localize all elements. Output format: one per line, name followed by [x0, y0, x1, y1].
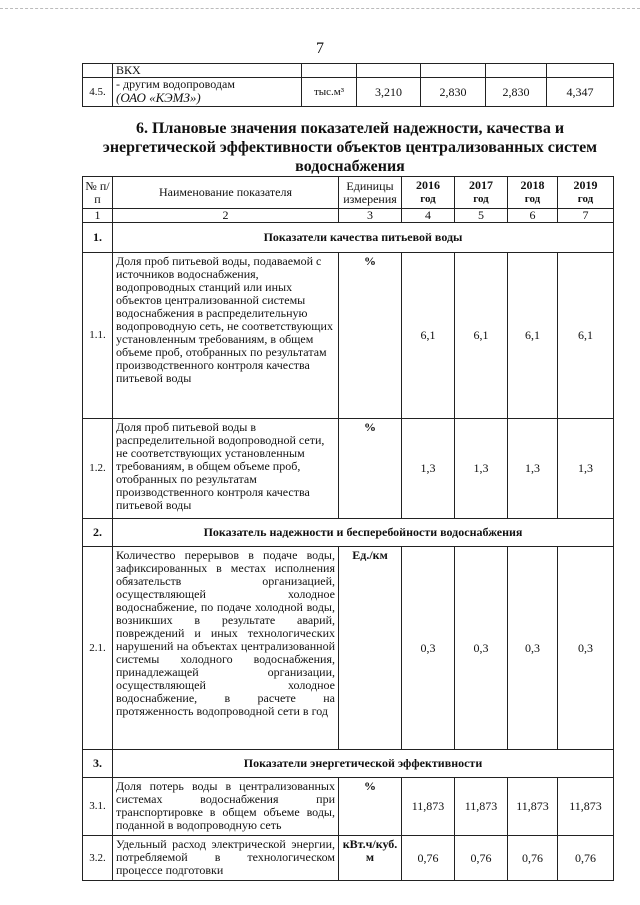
scan-top-edge — [0, 8, 640, 9]
table-row — [83, 78, 614, 107]
header-unit: Единицы измерения — [339, 177, 402, 209]
indicator-unit: Ед./км — [339, 547, 402, 750]
header-year: 2019 год — [558, 177, 614, 209]
section-number: 2. — [83, 519, 113, 547]
row-number: 3.2. — [83, 836, 113, 881]
column-number: 7 — [558, 209, 614, 223]
indicator-name: Доля проб питьевой воды в распределительной водопроводной сети, не соответствующих установленным требованиям, в общем объеме проб, отобранных по результатам производственного контроля качества питьевой воды — [113, 419, 339, 519]
row-number: 1.2. — [83, 419, 113, 519]
section-row — [83, 519, 614, 547]
value-cell: 0,76 — [558, 836, 614, 881]
section-row — [83, 223, 614, 253]
row-unit: тыс.м³ — [302, 78, 357, 107]
value-cell: 1,3 — [508, 419, 558, 519]
table-row — [83, 778, 614, 836]
column-number-row — [83, 209, 614, 223]
indicator-unit: % — [339, 253, 402, 419]
value-cell: 3,210 — [357, 78, 421, 107]
value-cell: 1,3 — [455, 419, 508, 519]
value-cell: 0,76 — [455, 836, 508, 881]
header-year: 2016 год — [402, 177, 455, 209]
row-name-line: - другим водопроводам — [116, 77, 235, 91]
table-row — [83, 64, 614, 78]
section-heading: Показатели энергетической эффективности — [113, 750, 614, 778]
value-cell: 0,76 — [508, 836, 558, 881]
section-number: 1. — [83, 223, 113, 253]
value-cell: 2,830 — [486, 78, 547, 107]
value-cell: 2,830 — [421, 78, 486, 107]
indicator-name: Доля проб питьевой воды, подаваемой с источников водоснабжения, водопроводных станций или иных объектов централизованной системы водоснабжения в распределительную водопроводную сеть, не соответствующих установленным требованиям, в общем объеме проб, отобранных по результатам производственного контроля качества питьевой воды — [113, 253, 339, 419]
value-cell: 4,347 — [547, 78, 614, 107]
value-cell: 1,3 — [558, 419, 614, 519]
header-name: Наименование показателя — [113, 177, 339, 209]
value-cell: 0,76 — [402, 836, 455, 881]
column-number: 5 — [455, 209, 508, 223]
indicator-unit: % — [339, 778, 402, 836]
table-row — [83, 836, 614, 881]
continuation-table — [82, 63, 614, 107]
indicator-unit: кВт.ч/куб. м — [339, 836, 402, 881]
column-number: 4 — [402, 209, 455, 223]
value-cell: 0,3 — [455, 547, 508, 750]
value-cell: 0,3 — [402, 547, 455, 750]
column-number: 2 — [113, 209, 339, 223]
indicator-name: Количество перерывов в подаче воды, зафиксированных в местах исполнения обязательств организацией, осуществляющей холодное водоснабжение, по подаче холодной воды, возникших в результате аварий, повреждений и иных технологических нарушений на объектах централизованной системы холодного водоснабжения, принадлежащей организации, осуществляющей холодное водоснабжение, в расчете на протяженность водопроводной сети в год — [113, 547, 339, 750]
value-cell: 11,873 — [508, 778, 558, 836]
section-heading: Показатели качества питьевой воды — [113, 223, 614, 253]
page-number: 7 — [316, 40, 324, 57]
table-row — [83, 419, 614, 519]
header-num: № п/п — [83, 177, 113, 209]
header-year: 2018 год — [508, 177, 558, 209]
indicator-name: Удельный расход электрической энергии, потребляемой в технологическом процессе подготовки — [113, 836, 339, 881]
indicator-name: Доля потерь воды в централизованных системах водоснабжения при транспортировке в общем объеме воды, поданной в водопроводную сеть — [113, 778, 339, 836]
row-number: 2.1. — [83, 547, 113, 750]
header-row — [83, 177, 614, 209]
column-number: 3 — [339, 209, 402, 223]
value-cell: 6,1 — [402, 253, 455, 419]
column-number: 6 — [508, 209, 558, 223]
value-cell: 6,1 — [508, 253, 558, 419]
section-row — [83, 750, 614, 778]
row-name: ВКХ — [113, 64, 302, 78]
row-number: 1.1. — [83, 253, 113, 419]
value-cell: 6,1 — [455, 253, 508, 419]
value-cell: 11,873 — [455, 778, 508, 836]
indicator-unit: % — [339, 419, 402, 519]
table-row — [83, 253, 614, 419]
row-name-company: (ОАО «КЭМЗ») — [116, 90, 201, 105]
row-number: 4.5. — [83, 78, 113, 107]
section-number: 3. — [83, 750, 113, 778]
section-heading: Показатель надежности и бесперебойности водоснабжения — [113, 519, 614, 547]
row-name — [113, 78, 302, 107]
table-row — [83, 547, 614, 750]
value-cell: 11,873 — [558, 778, 614, 836]
value-cell: 0,3 — [508, 547, 558, 750]
value-cell: 6,1 — [558, 253, 614, 419]
column-number: 1 — [83, 209, 113, 223]
header-year: 2017 год — [455, 177, 508, 209]
value-cell: 0,3 — [558, 547, 614, 750]
row-number: 3.1. — [83, 778, 113, 836]
value-cell: 11,873 — [402, 778, 455, 836]
indicators-table — [82, 176, 614, 881]
value-cell: 1,3 — [402, 419, 455, 519]
section-title: 6. Плановые значения показателей надежности, качества и энергетической эффективности объектов централизованных систем водоснабжения — [102, 120, 598, 175]
